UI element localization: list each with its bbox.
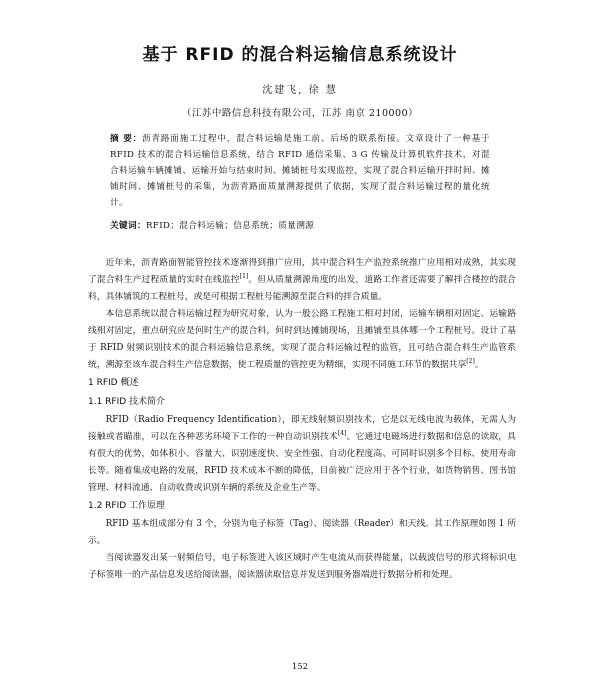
paper-title: 基于 RFID 的混合料运输信息系统设计 [142, 45, 458, 65]
keywords-label: 关键词： [110, 221, 146, 231]
section-heading-1: 1 RFID 概述 [88, 378, 139, 388]
paragraph-rfid-components: RFID 基本组成部分有 3 个，分别为电子标签（Tag）、阅读器（Reader）和天线。其工作原理如图 1 所示。 [88, 519, 516, 546]
section-heading-1-1: 1.1 RFID 技术简介 [88, 397, 166, 407]
page-number: 152 [291, 662, 309, 672]
affiliation: （江苏中路信息科技有限公司，江苏 南京 210000） [181, 108, 419, 119]
keywords [110, 219, 490, 231]
paragraph-system [88, 306, 516, 374]
abstract-text: 沥青路面施工过程中，混合料运输是施工前、后场的联系衔接。文章设计了一种基于 RFID 技术的混合料运输信息系统，结合 RFID 通信采集、3 G 传输及计算机软件技术，对混合料运输车辆摊铺、运输开始与结束时间、摊铺桩号实现监控，实现了混合料运输开拌时间、摊铺时间、摊铺桩号的采集，为沥青路面质量溯源提供了依据，实现了混合料运输过程的量化统计。 [110, 134, 490, 208]
authors: 沈建飞, 徐 慧 [262, 85, 338, 96]
paragraph-rfid-intro [88, 412, 516, 497]
paragraph-intro-tail: 。但从质量溯源角度的出发，道路工作者还需要了解拌合楼控的混合料，具体铺筑的工程桩号，或是可根据工程桩号能溯源至混合料的拌合质量。 [88, 275, 516, 302]
body-text [88, 255, 516, 584]
paragraph-intro [88, 255, 516, 306]
paragraph-system-tail: 。 [474, 360, 484, 370]
abstract-label: 摘 要： [110, 134, 143, 144]
paragraph-rfid-intro-tail: 。它通过电磁场进行数据和信息的读取，具有很大的优势，如体积小、容量大、识别速度快、安全性强、自动化程度高、可同时识别多个目标、使用寿命长等。随着集成电路的发展，RFID 技术成本不断的降低，目前被广泛应用于各个行业，如货物销售、图书馆管理、材料流通、自动收费或识别车辆的系统及企业生产等。 [88, 432, 516, 493]
paragraph-rfid-principle: 当阅读器发出某一射频信号，电子标签进入该区域时产生电流从而获得能量，以载波信号的形式将标识电子标签唯一的产品信息发送给阅读器，阅读器读取信息并发送到服务器端进行数据分析和处理。 [88, 553, 516, 580]
citation-ref: [2] [466, 358, 475, 366]
paragraph-intro-text: 近年来，沥青路面智能管控技术逐渐得到推广应用，其中混合料生产监控系统推广应用相对成熟，其实现了混合料生产过程质量的实时在线监控 [88, 258, 516, 285]
paragraph-rfid-intro-text: RFID（Radio Frequency Identification），即无线射频识别技术，它是以无线电波为载体，无需人为接触或者瞄准，可以在各种恶劣环境下工作的一种自动识别技术 [88, 415, 516, 442]
citation-ref: [4] [337, 430, 347, 438]
abstract [110, 131, 490, 211]
keywords-text: RFID；混合料运输；信息系统；质量溯源 [145, 221, 315, 231]
citation-ref: [1] [239, 273, 249, 281]
section-heading-1-2: 1.2 RFID 工作原理 [88, 501, 166, 511]
paragraph-system-text: 本信息系统以混合料运输过程为研究对象，认为一般公路工程施工相对封闭，运输车辆相对固定、运输路线相对固定，重点研究应是何时生产的混合料，何时到达摊铺现场，且摊铺至具体哪一个工程桩号。设计了基于 RFID 射频识别技术的混合料运输信息系统，实现了混合料运输过程的监管，且可结合混合料生产监管系统，溯源至该车混合料生产信息数据，使工程质量的管控更为精细，实现不同施工环节的数据共享 [88, 309, 516, 370]
